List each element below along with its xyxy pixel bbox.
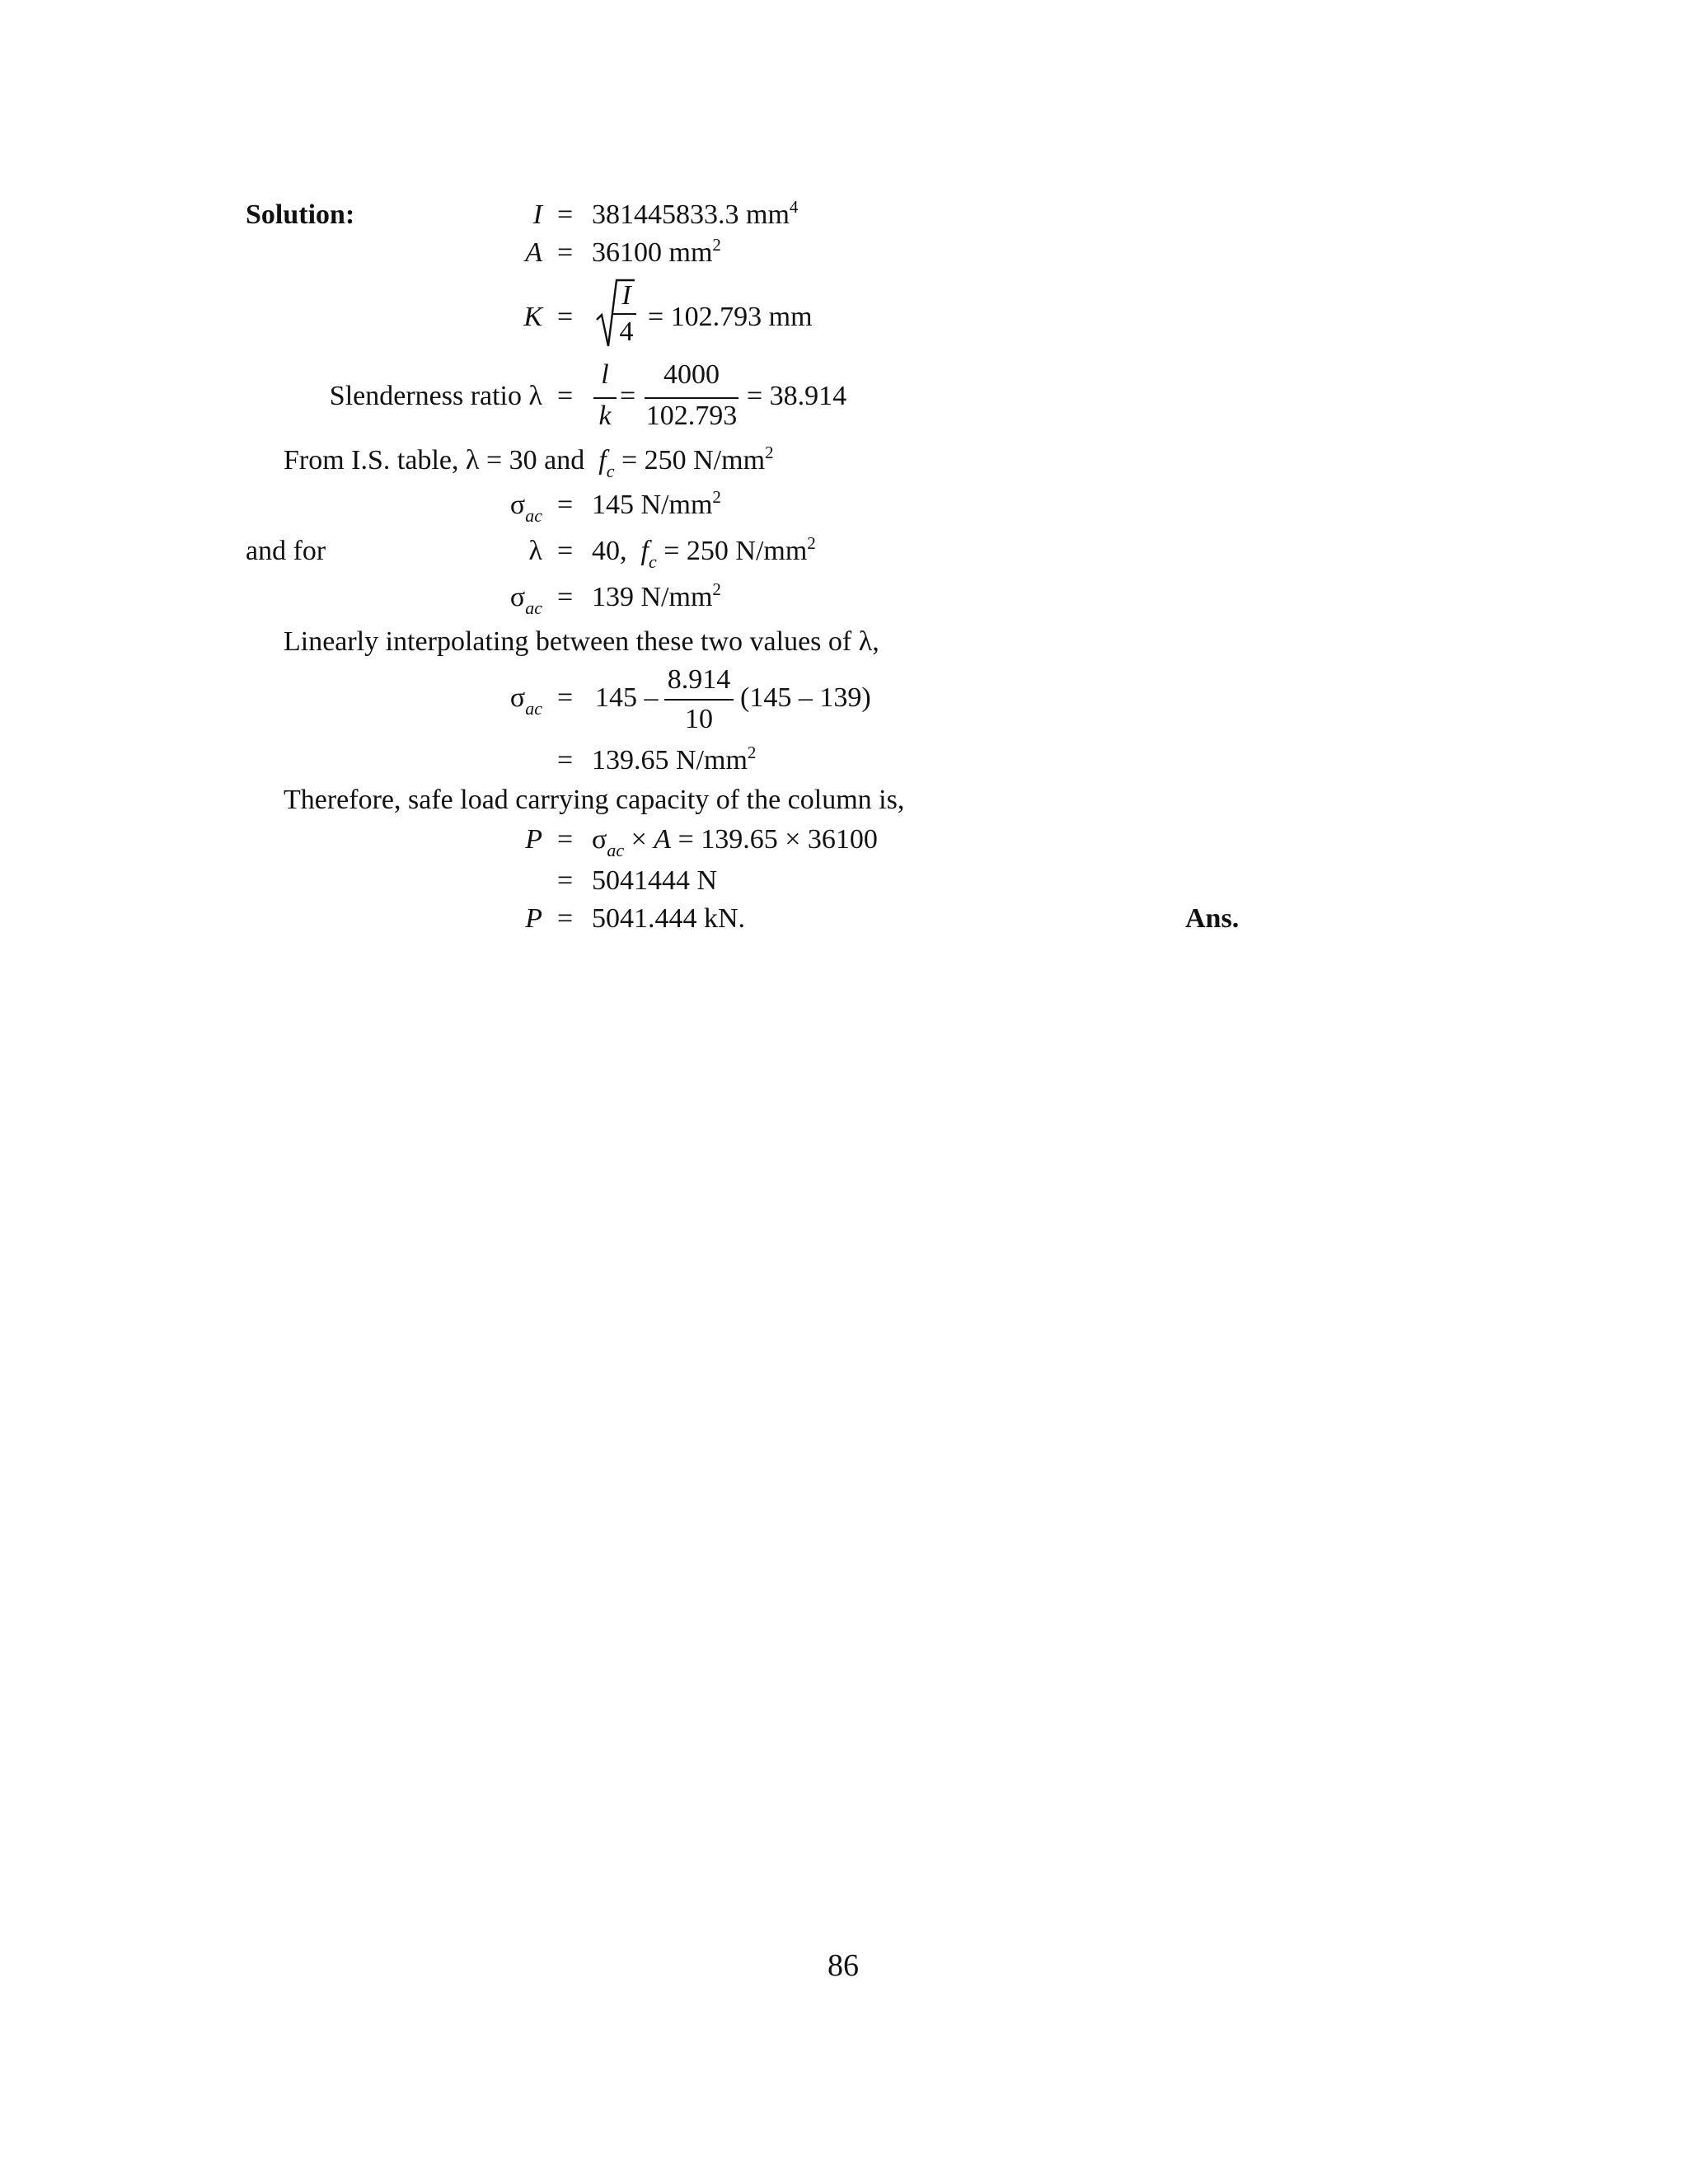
fraction-bar — [593, 397, 617, 399]
fraction-bar — [664, 699, 734, 701]
answer-marker: Ans. — [1185, 903, 1240, 934]
from-is-table-line: From I.S. table, λ = 30 and $f_c = 250$ $N/mm^2$ — [284, 443, 774, 481]
solution-heading: Solution: — [246, 199, 355, 230]
value-sigma2: 139 $N/mm^2$ — [592, 579, 721, 612]
slenderness-label: Slenderness ratio λ — [329, 381, 542, 411]
equals-sign: = — [557, 381, 574, 411]
interpolation-text: Linearly interpolating between these two values of λ, — [284, 626, 879, 657]
fraction-4000-numerator: 4000 — [663, 359, 720, 390]
equals-sign: = — [557, 745, 574, 776]
fraction-bar — [612, 313, 636, 315]
value-sigma1: 145 $N/mm^2$ — [592, 487, 721, 520]
sigma-ac-symbol: $\sigma_{ac}$ — [509, 582, 542, 618]
equals-sign: = — [557, 199, 574, 230]
value-K: = 102.793 mm — [648, 302, 813, 332]
value-P2: 5041444 N — [592, 865, 718, 896]
sigma-ac-symbol: $\sigma_{ac}$ — [509, 490, 542, 526]
lhs-P: P — [525, 903, 542, 934]
value-A: 36100 $mm^2$ — [592, 235, 721, 268]
equals-sign: = — [557, 302, 574, 332]
mid-equals: = — [620, 381, 636, 411]
fraction-10-denominator: 10 — [685, 704, 713, 734]
value-slenderness: = 38.914 — [747, 381, 847, 411]
and-for-label: and for — [246, 536, 326, 566]
fraction-102793-denominator: 102.793 — [645, 401, 738, 431]
lhs-P: P — [525, 824, 542, 855]
page-number: 86 — [828, 1948, 859, 1983]
equals-sign: = — [557, 682, 574, 713]
equals-sign: = — [557, 582, 574, 612]
equals-sign: = — [557, 237, 574, 268]
lhs-A: A — [525, 237, 542, 268]
equals-sign: = — [557, 824, 574, 855]
value-sigma-result: 139.65 $N/mm^2$ — [592, 743, 757, 776]
fraction-l-numerator: l — [601, 359, 609, 390]
equals-sign: = — [557, 536, 574, 566]
equals-sign: = — [557, 865, 574, 896]
value-I: 381445833.3 $mm^4$ — [592, 197, 799, 230]
lhs-K: K — [523, 302, 542, 332]
value-P3: 5041.444 kN. — [592, 903, 746, 934]
difference-term: (145 – 139) — [740, 682, 871, 713]
lead-145-minus: 145 – — [595, 682, 659, 713]
fraction-k-denominator: k — [598, 401, 612, 431]
expression-P1: $\sigma_{ac} \times A = 139.65 \times 36100$ — [592, 824, 878, 860]
sqrt-denominator: 4 — [619, 316, 634, 347]
lhs-I: I — [532, 199, 542, 230]
fraction-8914-numerator: 8.914 — [667, 664, 731, 695]
equals-sign: = — [557, 903, 574, 934]
value-lambda-fc: 40, $f_c = 250$ $N/mm^2$ — [592, 533, 816, 572]
equals-sign: = — [557, 490, 574, 520]
fraction-bar — [645, 397, 738, 399]
sqrt-fraction: I — [621, 280, 631, 311]
lambda-symbol: λ — [528, 536, 542, 566]
safe-load-text: Therefore, safe load carrying capacity of the column is, — [284, 785, 905, 815]
sigma-ac-symbol: $\sigma_{ac}$ — [509, 682, 542, 719]
